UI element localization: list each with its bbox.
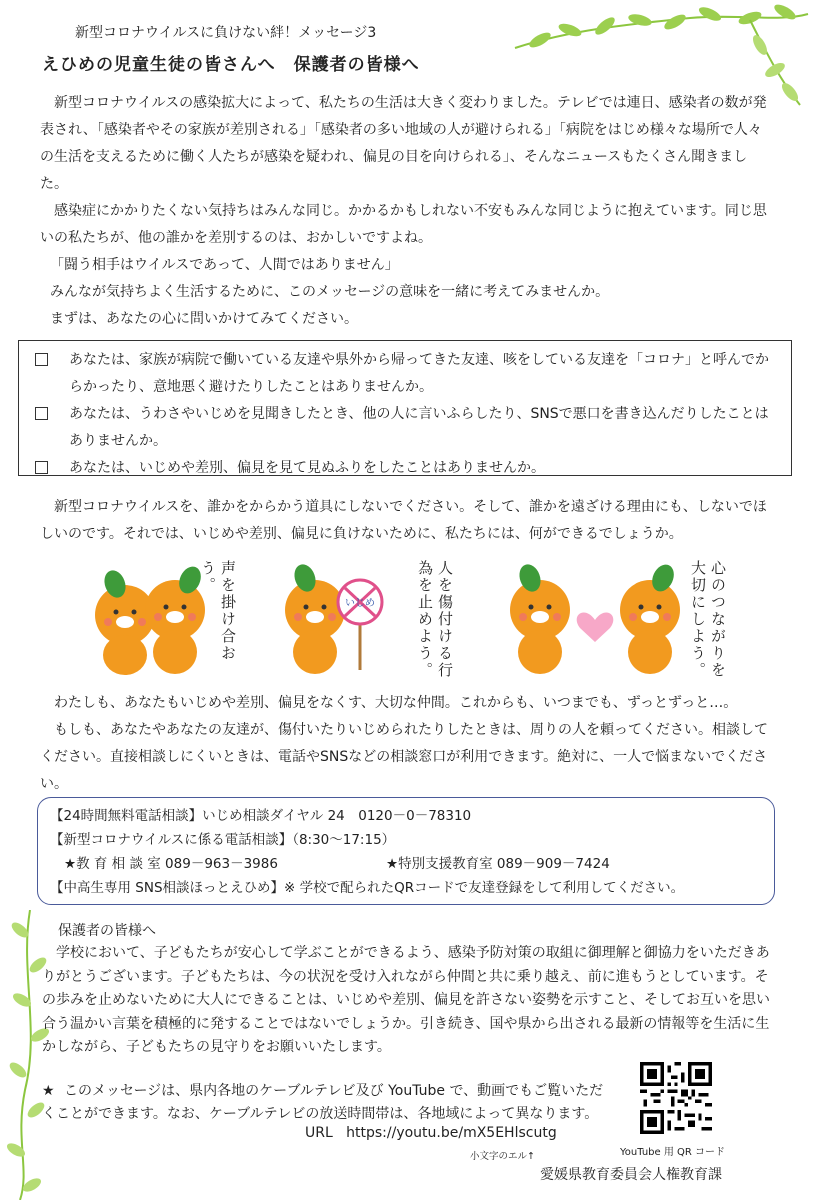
contact-education-office: ★教 育 相 談 室 089－963－3986 — [64, 856, 278, 872]
issuing-organization: 愛媛県教育委員会人権教育課 — [540, 1167, 722, 1183]
url-link[interactable]: https://youtu.be/mX5EHlscutg — [346, 1125, 557, 1141]
intro-paragraph-2: 感染症にかかりたくない気持ちはみんな同じ。かかるかもしれない不安もみんな同じように抱えています。同じ思いの私たちが、他の誰かを差別するのは、おかしいですよね。 — [40, 203, 767, 246]
youtube-qr-code[interactable] — [640, 1062, 712, 1134]
mascot-caption-stop-hurting: 人を傷付ける行為を止めよう。 — [416, 560, 454, 679]
consultation-contacts-panel — [37, 797, 775, 905]
check-item-text: あなたは、うわさやいじめを見聞きしたとき、他の人に言いふらしたり、SNSで悪口を書き込んだりしたことはありませんか。 — [69, 406, 769, 449]
video-note — [42, 1080, 612, 1126]
intro-paragraph-4: まずは、あなたの心に問いかけてみてください。 — [50, 311, 358, 327]
check-item-text: あなたは、いじめや差別、偏見を見て見ぬふりをしたことはありませんか。 — [69, 460, 545, 476]
check-item-text: あなたは、家族が病院で働いている友達や県外から帰ってきた友達、咳をしている友達を「コロナ」と呼んでからかったり、意地悪く避けたりしたことはありませんか。 — [69, 352, 769, 395]
contact-special-support-office: ★特別支援教育室 089－909－7424 — [386, 856, 610, 872]
middle-paragraph: 新型コロナウイルスを、誰かをからかう道具にしないでください。そして、誰かを遠ざける理由にも、しないでほしいのです。それでは、いじめや差別、偏見に負けないために、私たちには、何ができるでしょうか。 — [40, 499, 767, 542]
sign-text: いじめ — [345, 598, 375, 609]
video-url — [305, 1125, 557, 1141]
mascot-caption-bond: 心のつながりを大切にしよう。 — [689, 560, 727, 679]
checkbox[interactable] — [35, 461, 48, 474]
contact-sns-consultation: 【中高生専用 SNS相談ほっとえひめ】※ 学校で配られたQRコードで友達登録をして利用してください。 — [50, 880, 685, 896]
checkbox[interactable] — [35, 353, 48, 366]
guardians-heading: 保護者の皆様へ — [58, 923, 156, 939]
contact-bullying-hotline: 【24時間無料電話相談】いじめ相談ダイヤル 24 0120－0－78310 — [50, 808, 472, 824]
checkbox[interactable] — [35, 407, 48, 420]
mascot-pair-heart-illustration — [495, 560, 695, 680]
check-item — [35, 401, 781, 455]
intro-paragraph-3: みんなが気持ちよく生活するために、このメッセージの意味を一緒に考えてみませんか。 — [50, 284, 610, 300]
qr-caption: YouTube 用 QR コード — [620, 1147, 726, 1158]
url-label: URL — [305, 1125, 333, 1141]
closing-paragraph-2: もしも、あなたやあなたの友達が、傷付いたりいじめられたりしたときは、周りの人を頼ってください。相談してください。直接相談しにくいときは、電話やSNSなどの相談窓口が利用できます。絶対に、一人で悩まないでください。 — [40, 722, 768, 792]
self-check-panel — [18, 340, 792, 476]
check-item — [35, 455, 781, 482]
video-note-text: このメッセージは、県内各地のケーブルテレビ及び YouTube で、動画でもご覧いただくことができます。なお、ケーブルテレビの放送時間帯は、各地域によって異なります。 — [42, 1083, 604, 1122]
contact-covid-hotline: 【新型コロナウイルスに係る電話相談】（8:30～17:15） — [50, 832, 396, 848]
closing-paragraph-1: わたしも、あなたもいじめや差別、偏見をなくす、大切な仲間。これからも、いつまでも、ずっとずっと…。 — [54, 695, 738, 711]
mascot-illustrations — [60, 560, 760, 690]
intro-paragraph-1: 新型コロナウイルスの感染拡大によって、私たちの生活は大きく変わりました。テレビでは連日、感染者の数が発表され、「感染者やその家族が差別される」「感染者の多い地域の人が避けられる」「病院をはじめ様々な場所で人々の生活を支えるために働く人たちが感染を疑われ、偏見の目を向けられる」、そんなニュースもたくさん聞きました。 — [40, 95, 767, 192]
mascot-caption-call-out: 声を掛け合おう。 — [199, 560, 237, 662]
mascot-stop-bullying-illustration — [275, 560, 395, 680]
intro-quote: 「闘う相手はウイルスであって、人間ではありません」 — [50, 257, 399, 273]
url-lowercase-note: 小文字のエル↑ — [470, 1151, 535, 1162]
guardians-message: 学校において、子どもたちが安心して学ぶことができるよう、感染予防対策の取組に御理解と御協力をいただきありがとうございます。子どもたちは、今の状況を受け入れながら仲間と共に乗り越え、前に進もうとしています。その歩みを止めないために大人にできることは、いじめや差別、偏見を許さない姿勢を示すこと、そしてお互いを思い合う温かい言葉を積極的に発することではないでしょうか。引き続き、国や県から出される最新の情報等を生活に生かしながら、子どもたちの見守りをお願いいたします。 — [42, 945, 770, 1055]
check-item — [35, 347, 781, 401]
message-subtitle: 新型コロナウイルスに負けない絆！メッセージ3 — [75, 25, 377, 41]
star-icon: ★ — [42, 1083, 55, 1099]
page-title: えひめの児童生徒の皆さんへ 保護者の皆様へ — [42, 55, 420, 75]
